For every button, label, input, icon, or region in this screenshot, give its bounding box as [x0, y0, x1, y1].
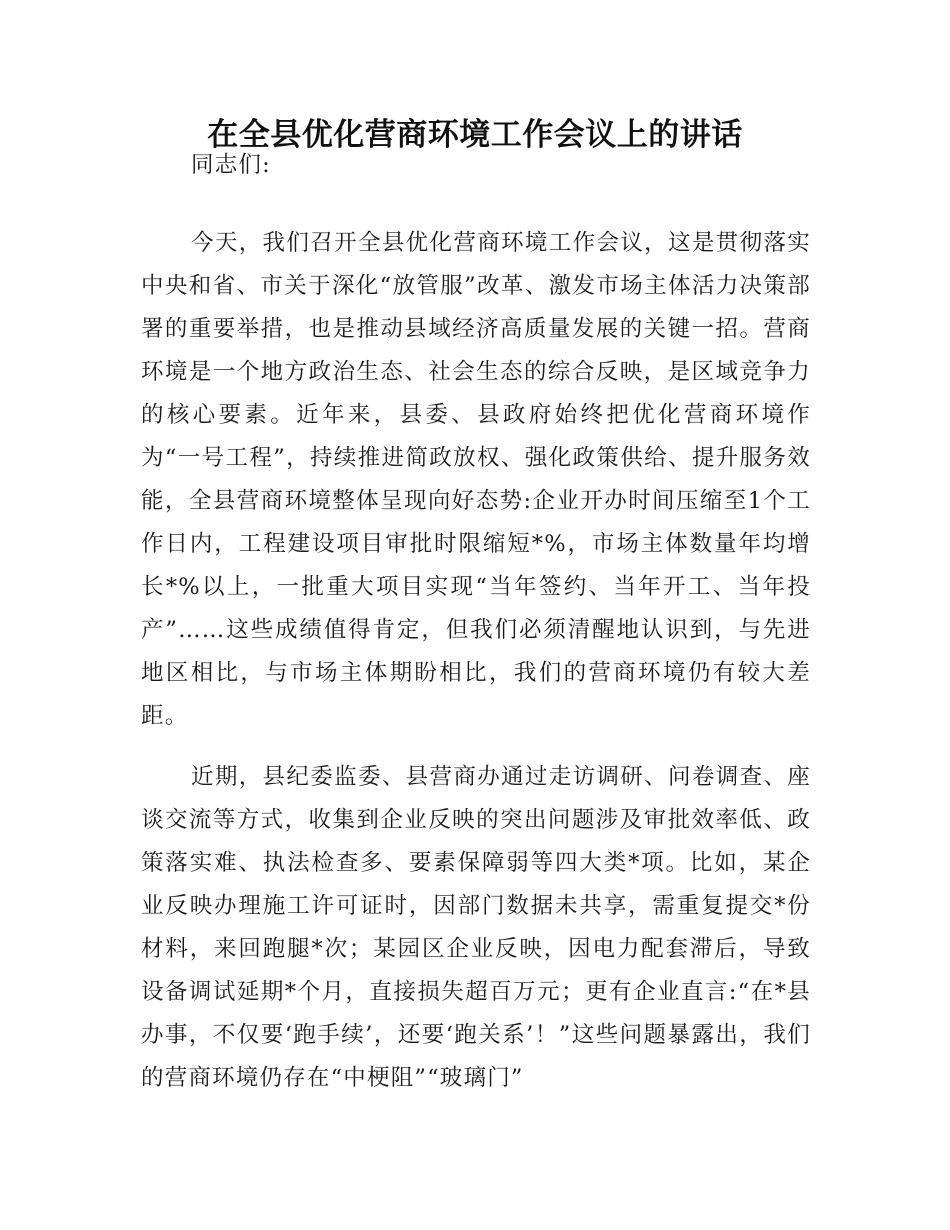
- page-title: 在全县优化营商环境工作会议上的讲话: [207, 117, 743, 153]
- paragraph-2: 近期，县纪委监委、县营商办通过走访调研、问卷调查、座谈交流等方式，收集到企业反映的突出问题涉及审批效率低、政策落实难、执法检查多、要素保障弱等四大类*项。比如，某企业反映办理施工许可证时，因部门数据未共享，需重复提交*份材料，来回跑腿*次；某园区企业反映，因电力配套滞后，导致设备调试延期*个月，直接损失超百万元；更有企业直言:“在*县办事，不仅要‘跑手续’，还要‘跑关系’！”这些问题暴露出，我们的营商环境仍存在“中梗阻”“玻璃门”: [141, 764, 811, 1091]
- paragraph-1: 今天，我们召开全县优化营商环境工作会议，这是贯彻落实中央和省、市关于深化“放管服”改革、激发市场主体活力决策部署的重要举措，也是推动县域经济高质量发展的关键一招。营商环境是一个地方政治生态、社会生态的综合反映，是区域竞争力的核心要素。近年来，县委、县政府始终把优化营商环境作为“一号工程”，持续推进简政放权、强化政策供给、提升服务效能，全县营商环境整体呈现向好态势:企业开办时间压缩至1个工作日内，工程建设项目审批时限缩短*%，市场主体数量年均增长*%以上，一批重大项目实现“当年签约、当年开工、当年投产”……这些成绩值得肯定，但我们必须清醒地认识到，与先进地区相比，与市场主体期盼相比，我们的营商环境仍有较大差距。: [141, 230, 811, 729]
- salutation: 同志们:: [191, 152, 271, 178]
